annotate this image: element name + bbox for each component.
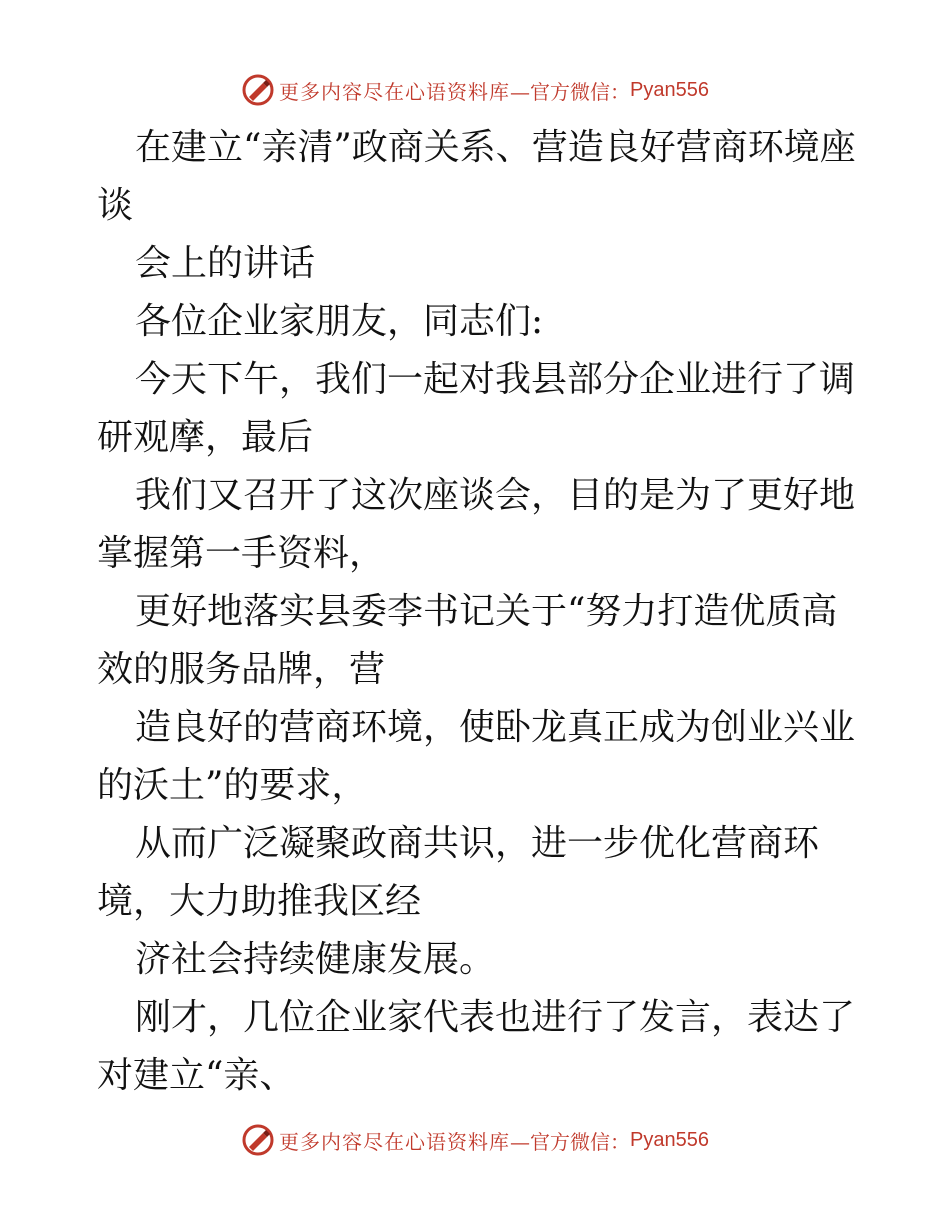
pen-seal-icon — [241, 73, 275, 107]
paragraph-line: 今天下午，我们一起对我县部分企业进行了调研观摩，最后 — [97, 359, 856, 458]
banner-wechat-id: Pyan556 — [630, 78, 709, 101]
document-title-line2: 会上的讲话 — [135, 243, 316, 284]
paragraph-line: 造良好的营商环境，使卧龙真正成为创业兴业的沃土”的要求， — [97, 707, 856, 806]
pen-seal-icon — [241, 1123, 275, 1157]
paragraph-line: 我们又召开了这次座谈会，目的是为了更好地掌握第一手资料， — [97, 475, 856, 574]
document-body — [97, 119, 857, 1105]
banner-main-text: 更多内容尽在心语资料库 — [279, 79, 511, 104]
document-title-line1: 在建立“亲清”政商关系、营造良好营商环境座谈 — [97, 127, 856, 226]
salutation: 各位企业家朋友，同志们: — [135, 301, 544, 342]
header-banner — [0, 70, 950, 110]
paragraph-line: 从而广泛凝聚政商共识，进一步优化营商环境，大力助推我区经 — [97, 823, 820, 922]
banner-main-text: 更多内容尽在心语资料库 — [279, 1129, 511, 1154]
paragraph-line: 刚才，几位企业家代表也进行了发言，表达了对建立“亲、 — [97, 997, 856, 1096]
banner-wechat-id: Pyan556 — [630, 1128, 709, 1151]
footer-banner — [0, 1120, 950, 1160]
paragraph-line: 更好地落实县委李书记关于“努力打造优质高效的服务品牌，营 — [97, 591, 838, 690]
banner-sub-text: —官方微信： — [510, 79, 631, 104]
paragraph-line: 济社会持续健康发展。 — [135, 939, 496, 980]
banner-sub-text: —官方微信： — [510, 1129, 631, 1154]
